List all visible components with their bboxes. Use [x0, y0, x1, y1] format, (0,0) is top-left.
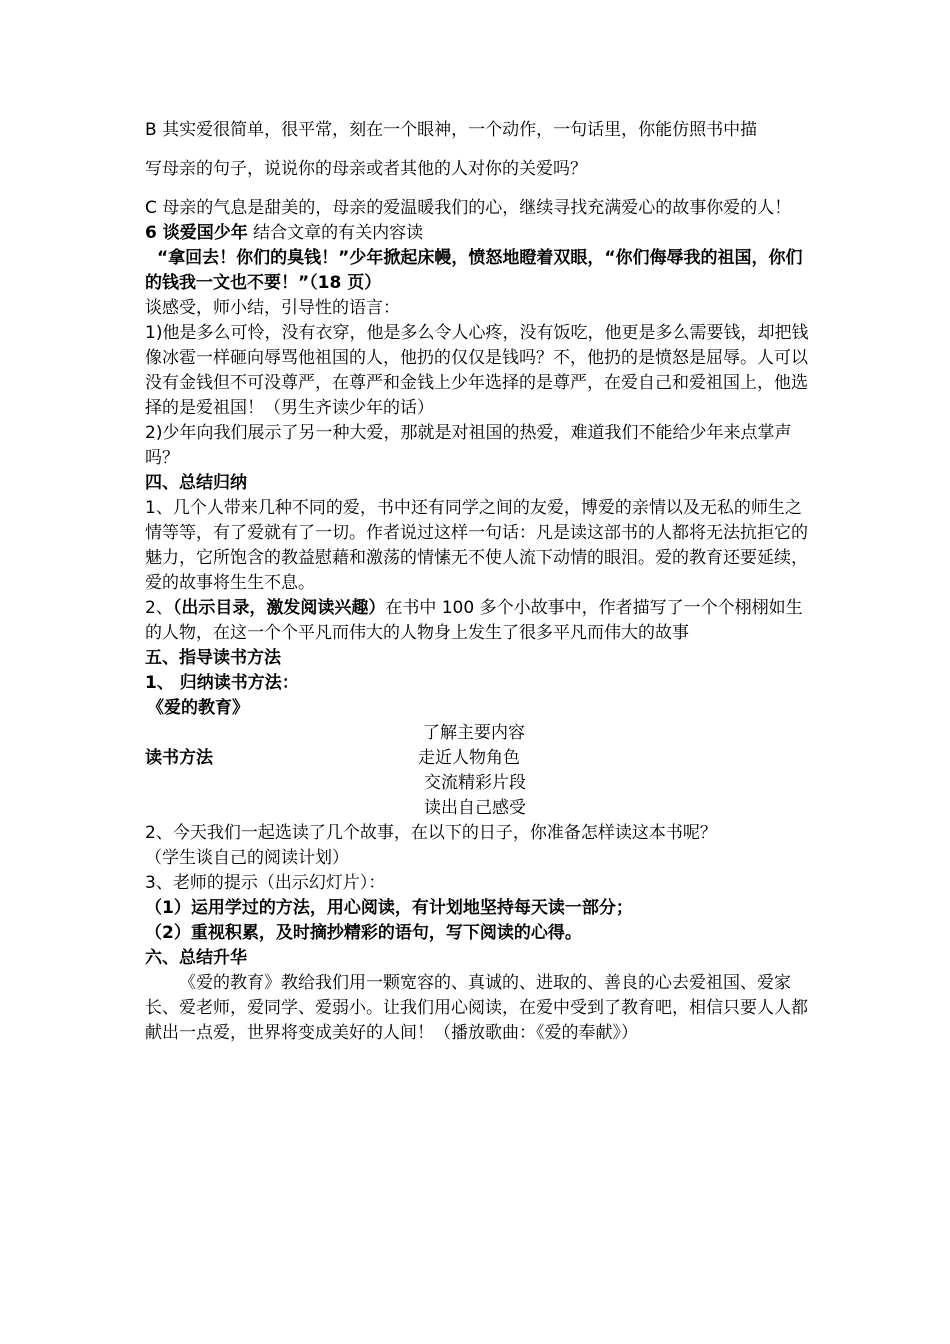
method-item: 走近人物角色: [418, 748, 520, 768]
method-item: 读出自己感受: [424, 798, 526, 818]
section-6-heading-line: [145, 221, 810, 246]
section-6-note: 结合文章的有关内容读: [247, 223, 424, 243]
section-5-sub-2: 2、今天我们一起选读了几个故事，在以下的日子，你准备怎样读这本书呢？: [145, 823, 717, 843]
section-5-sub-2-note: （学生谈自己的阅读计划）: [145, 848, 349, 868]
paragraph-c: C 母亲的气息是甜美的，母亲的爱温暖我们的心，继续寻找充满爱心的故事你爱的人！: [145, 198, 792, 218]
document-page: [145, 118, 810, 1046]
section-5-tip-2: （2）重视积累，及时摘抄精彩的语句，写下阅读的心得。: [145, 923, 582, 943]
section-4-p2-bold: （出示目录，激发阅读兴趣）: [172, 598, 386, 618]
method-item: 了解主要内容: [423, 723, 525, 743]
section-5-sub-1: 1、 归纳读书方法：: [145, 673, 299, 693]
section-5-tip-1: （1）运用学过的方法，用心阅读，有计划地坚持每天读一部分；: [145, 898, 633, 918]
section-5-heading: 五、指导读书方法: [145, 648, 281, 668]
section-5-sub-3: 3、老师的提示（出示幻灯片）：: [145, 873, 386, 893]
section-6-intro: 谈感受，师小结，引导性的语言：: [145, 298, 400, 318]
section-6-quote: “拿回去！你们的臭钱！”少年掀起床幔，愤怒地瞪着双眼，“你们侮辱我的祖国，你们的钱我一文也不要！”（18 页）: [145, 248, 803, 293]
method-item: 交流精彩片段: [424, 773, 526, 793]
section-4-paragraph-2: [145, 596, 810, 646]
section-6-point-2: 2)少年向我们展示了另一种大爱，那就是对祖国的热爱，难道我们不能给少年来点掌声吗？: [145, 423, 792, 468]
section-6-point-1: 1)他是多么可怜，没有衣穿，他是多么令人心疼，没有饭吃，他更是多么需要钱，却把钱像冰雹一样砸向辱骂他祖国的人，他扔的仅仅是钱吗？不，他扔的是愤怒是屈辱。人可以没有金钱但不可没尊严，在尊严和金钱上少年选择的是尊严，在爱自己和爱祖国上，他选择的是爱祖国！（男生齐读少年的话）: [145, 323, 809, 418]
section-4-p2-rest: 在书中 100 多个小故事中，作者描写了一个个栩栩如生的人物，在这一个个平凡而伟大的人物身上发生了很多平凡而伟大的故事: [145, 598, 803, 643]
section-6b-heading: 六、总结升华: [145, 948, 247, 968]
reading-methods: [145, 721, 810, 821]
section-4-paragraph-1: 1、几个人带来几种不同的爱，书中还有同学之间的友爱，博爱的亲情以及无私的师生之情等等，有了爱就有了一切。作者说过这样一句话：凡是读这部书的人都将无法抗拒它的魅力，它所饱含的教益慰藉和激荡的情愫无不使人流下动情的眼泪。爱的教育还要延续，爱的故事将生生不息。: [145, 498, 808, 593]
section-4-heading: 四、总结归纳: [145, 473, 247, 493]
reading-methods-label: 读书方法: [145, 748, 213, 768]
section-6b-text: 《爱的教育》教给我们用一颗宽容的、真诚的、进取的、善良的心去爱祖国、爱家长、爱老师，爱同学、爱弱小。让我们用心阅读，在爱中受到了教育吧，相信只要人人都献出一点爱，世界将变成美好的人间！（播放歌曲：《爱的奉献》）: [145, 973, 808, 1043]
paragraph-b-line2: 写母亲的句子，说说你的母亲或者其他的人对你的关爱吗？: [145, 159, 587, 179]
book-title: 《爱的教育》: [147, 698, 249, 718]
section-6-heading: 6 谈爱国少年: [145, 223, 248, 243]
section-4-p2-prefix: 2、: [145, 598, 173, 618]
paragraph-b-line1: B 其实爱很简单，很平常，刻在一个眼神，一个动作，一句话里，你能仿照书中描: [145, 120, 758, 140]
